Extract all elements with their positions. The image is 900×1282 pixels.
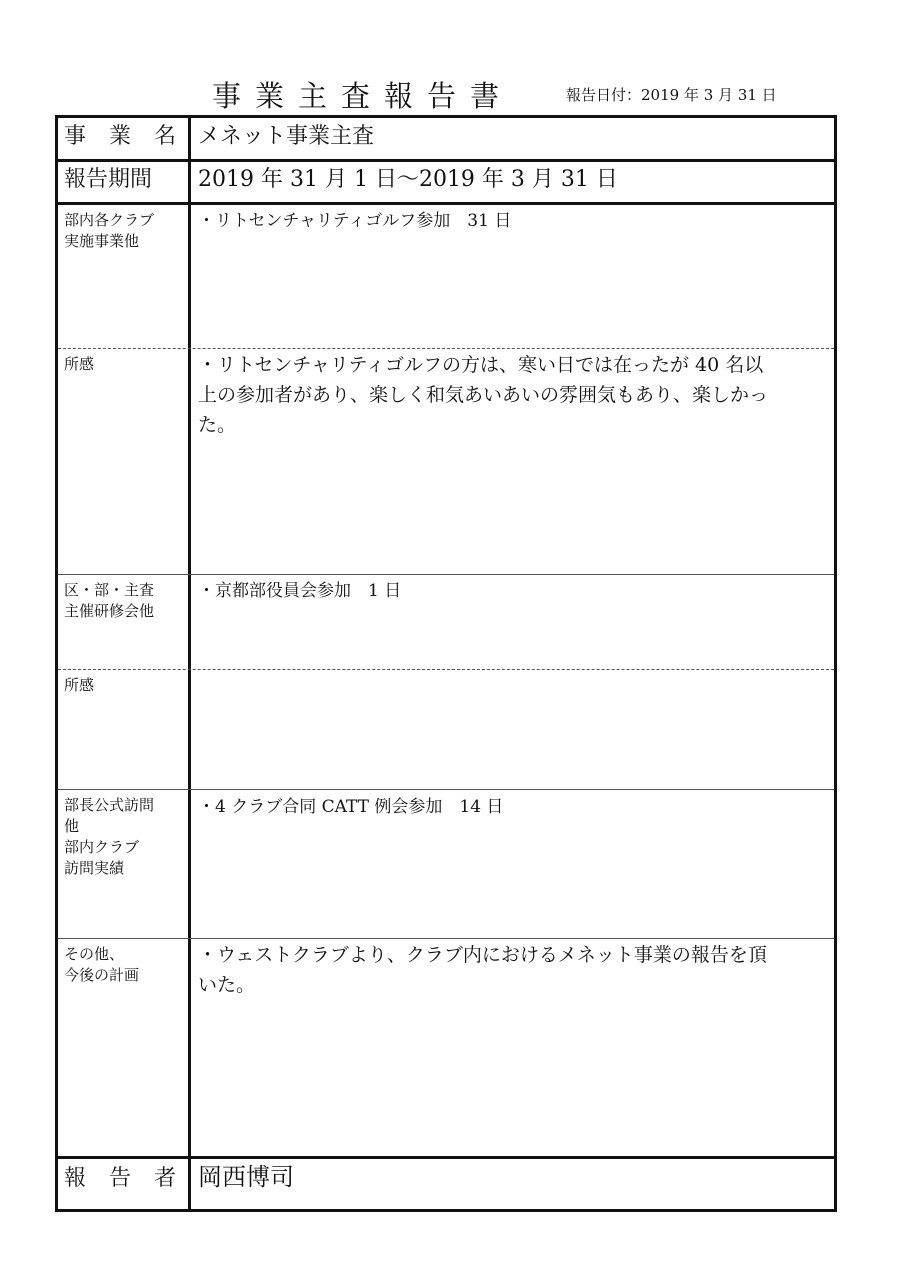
- report-table: [55, 115, 837, 1212]
- value-impressions-1: ・リトセンチャリティゴルフの方は、寒い日では在ったが 40 名以 上の参加者があり、楽しく和気あいあいの雰囲気もあり、楽しかっ た。: [198, 354, 769, 436]
- row-divider-dashed: [58, 669, 834, 670]
- label-future-plans: その他、 今後の計画: [64, 945, 140, 984]
- label-official-visits: 部長公式訪問 他 部内クラブ 訪問実績: [64, 796, 155, 877]
- row-divider: [58, 159, 834, 162]
- row-divider: [58, 1156, 834, 1159]
- value-seminars: ・京都部役員会参加 1 日: [198, 581, 402, 601]
- label-impressions-1: 所感: [64, 355, 95, 373]
- label-report-period: 報告期間: [64, 167, 153, 192]
- value-report-period: 2019 年 31 月 1 日〜2019 年 3 月 31 日: [198, 167, 618, 192]
- label-seminars: 区・部・主査 主催研修会他: [64, 581, 155, 620]
- row-divider: [58, 789, 834, 790]
- label-club-activities: 部内各クラブ 実施事業他: [64, 211, 155, 250]
- label-reporter: 報 告 者: [64, 1166, 184, 1191]
- page-title: 事業主査報告書: [212, 79, 514, 113]
- label-business-name: 事 業 名: [64, 124, 184, 149]
- row-divider: [58, 202, 834, 205]
- value-official-visits: ・4 クラブ合同 CATT 例会参加 14 日: [198, 797, 504, 817]
- value-future-plans: ・ウェストクラブより、クラブ内におけるメネット事業の報告を頂 いた。: [198, 944, 767, 996]
- row-divider: [58, 574, 834, 575]
- row-divider: [58, 938, 834, 939]
- report-date: 報告日付：2019 年 3 月 31 日: [566, 86, 777, 104]
- value-business-name: メネット事業主査: [198, 124, 375, 149]
- label-impressions-2: 所感: [64, 676, 95, 694]
- row-divider-dashed: [58, 348, 834, 349]
- value-reporter: 岡西博司: [198, 1163, 294, 1191]
- value-club-activities: ・リトセンチャリティゴルフ参加 31 日: [198, 211, 512, 231]
- column-divider: [188, 118, 191, 1209]
